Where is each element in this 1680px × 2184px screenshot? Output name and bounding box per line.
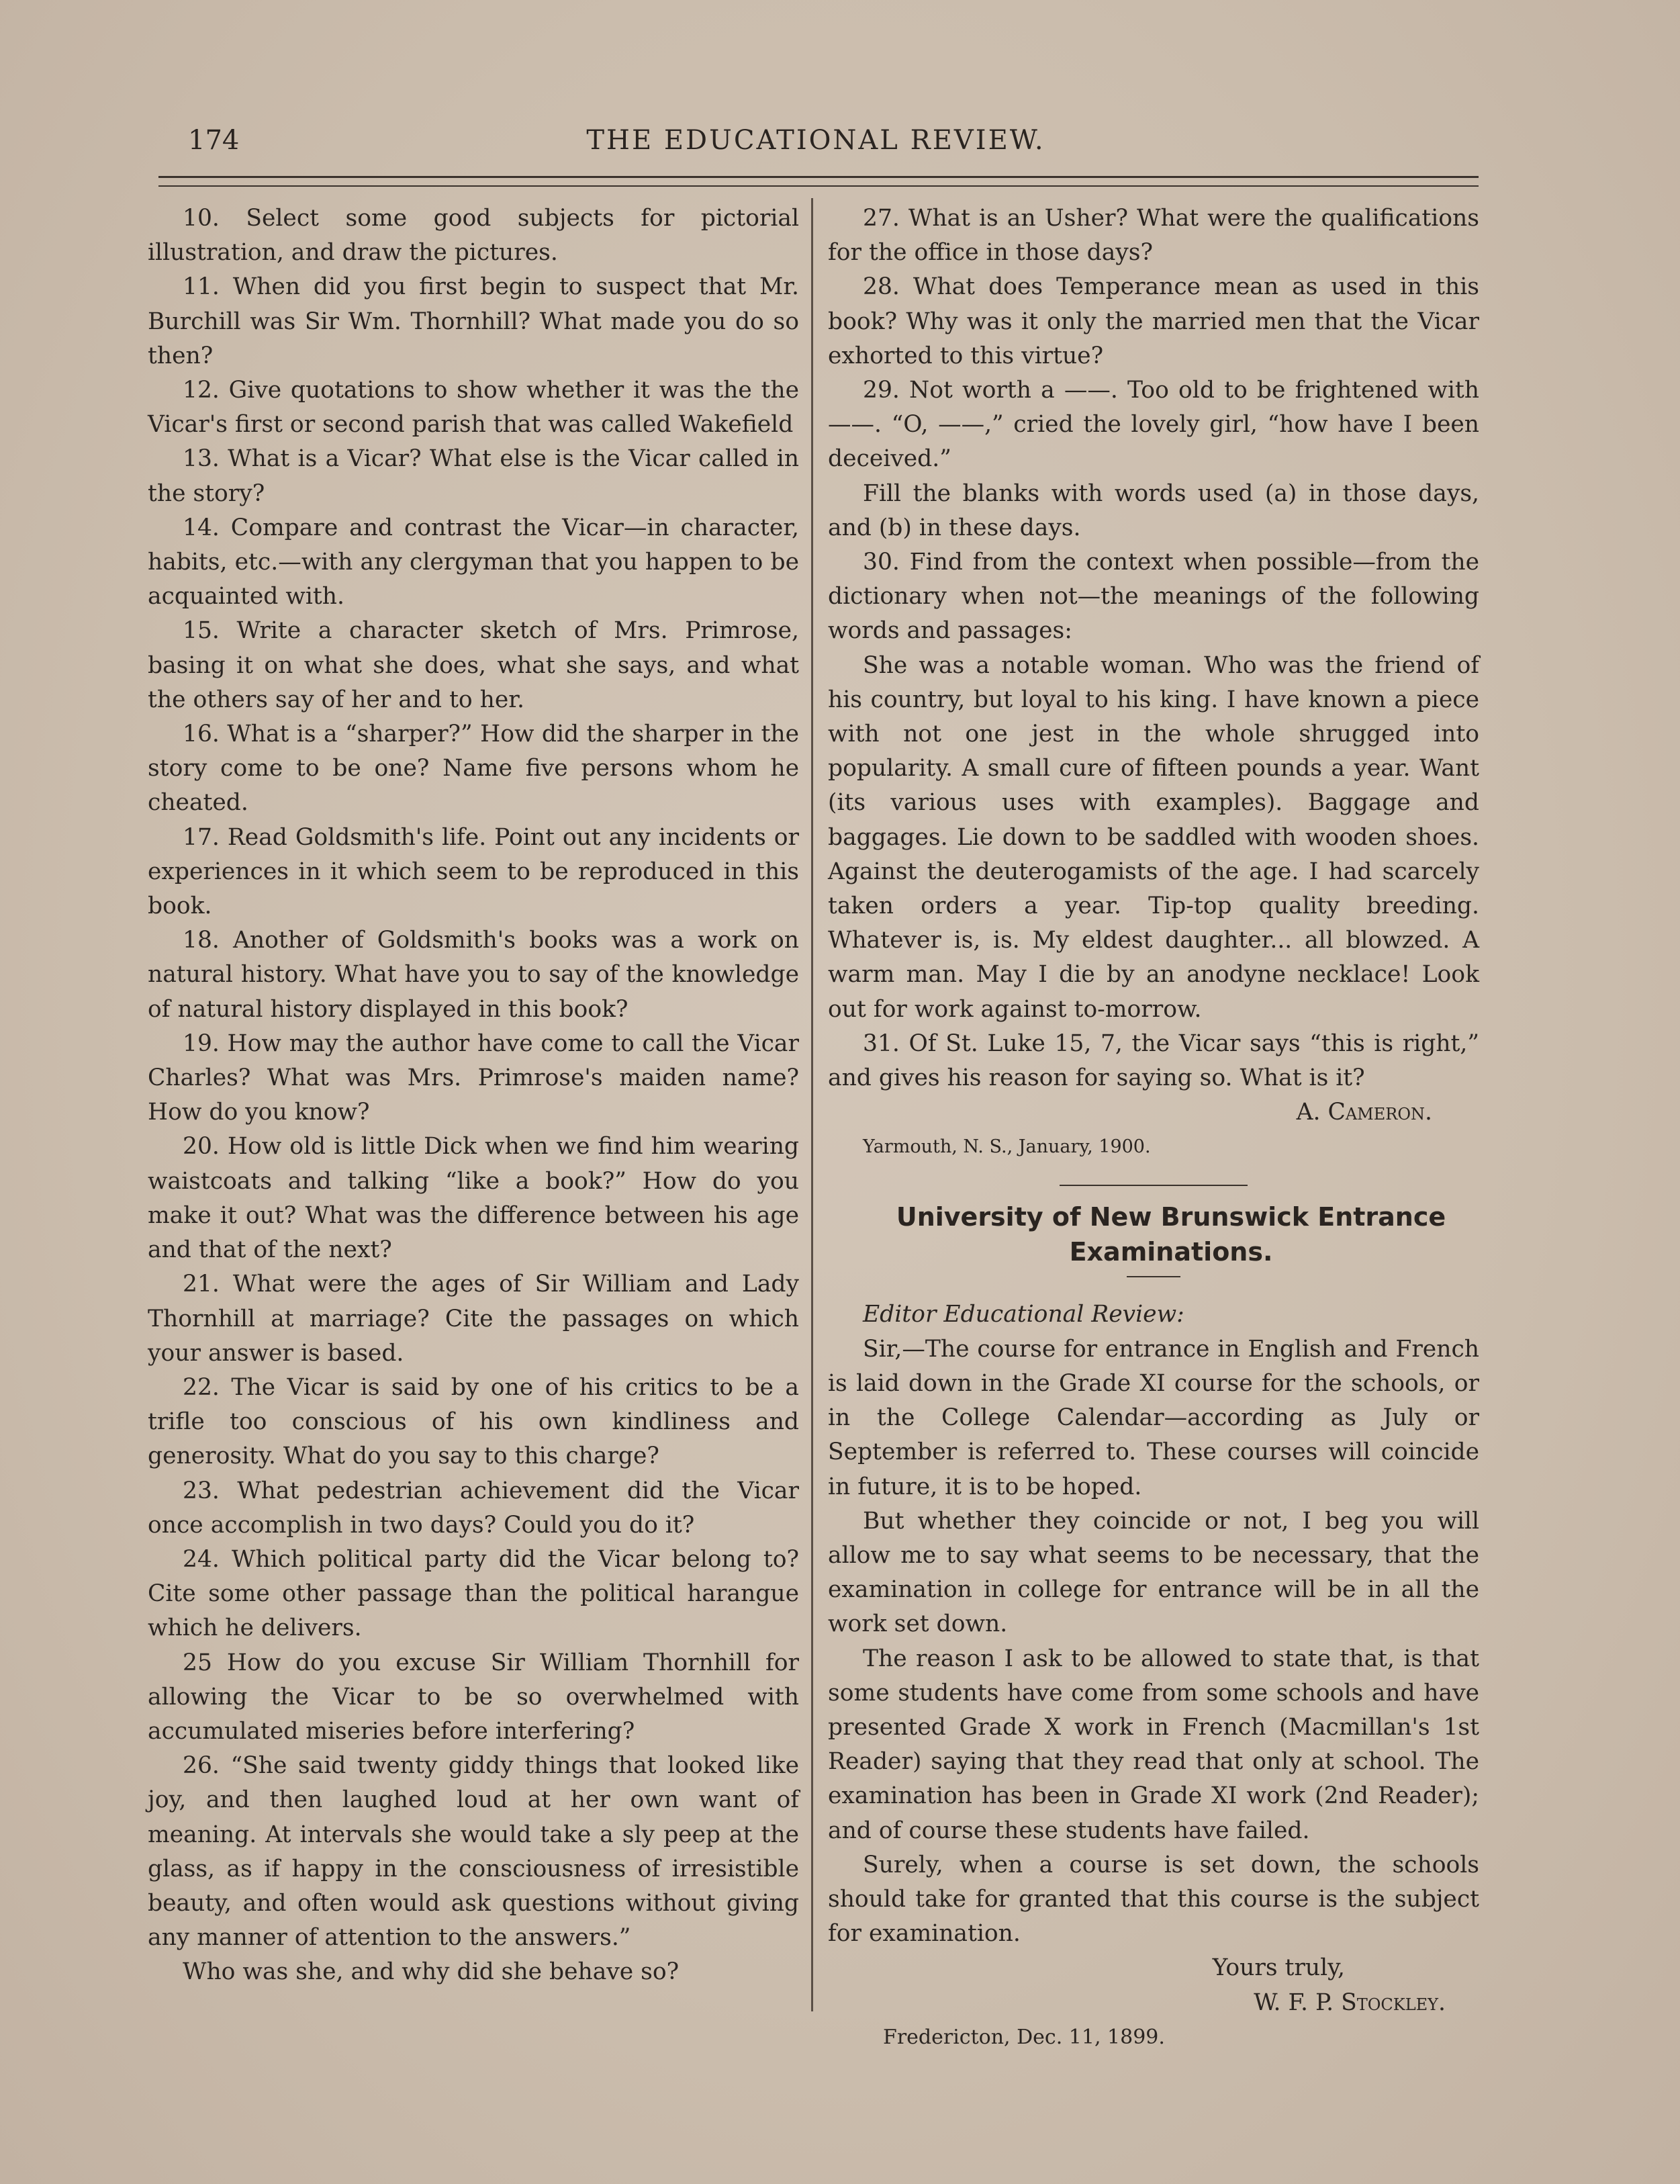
- section-separator: [1060, 1185, 1248, 1186]
- letter-signer: W. F. P. Stockley.: [1254, 1989, 1446, 2016]
- letter-paragraph: Sir,—The course for entrance in English and French is laid down in the Grade XI course for the schools, or in the College Calendar—according as July or September is referred to. These courses will coincide in future, it is to be hoped.: [828, 1335, 1479, 1500]
- question-23: 23. What pedestrian achievement did the Vicar once accomplish in two days? Could you do it?: [148, 1477, 799, 1539]
- question-12: 12. Give quotations to show whether it was the the Vicar's first or second parish that was called Wakefield: [148, 377, 799, 439]
- question-18: 18. Another of Goldsmith's books was a work on natural history. What have you to say of the knowledge of natural history displayed in this book?: [148, 927, 799, 1023]
- article-title-line2: Examinations.: [1069, 1237, 1273, 1267]
- question-13: 13. What is a Vicar? What else is the Vicar called in the story?: [148, 445, 799, 507]
- right-column: [828, 201, 1479, 2054]
- letter-place-date: Fredericton, Dec. 11, 1899.: [883, 2025, 1165, 2049]
- running-title: THE EDUCATIONAL REVIEW.: [586, 125, 1045, 156]
- salutation: Editor Educational Review:: [863, 1301, 1184, 1328]
- question-15: 15. Write a character sketch of Mrs. Primrose, basing it on what she does, what she says, and what the others say of her and to her.: [148, 617, 799, 713]
- question-19: 19. How may the author have come to call the Vicar Charles? What was Mrs. Primrose's maiden name? How do you know?: [148, 1030, 799, 1126]
- letter-paragraph: The reason I ask to be allowed to state that, is that some students have come from some schools and have presented Grade X work in French (Macmillan's 1st Reader) saying that they read that only at school. The examination has been in Grade XI work (2nd Reader); and of course these students have failed.: [828, 1645, 1479, 1844]
- question-26: 26. “She said twenty giddy things that looked like joy, and then laughed loud at her own want of meaning. At intervals she would take a sly peep at the glass, as if happy in the consciousness of irresistible beauty, and often would ask questions without giving any manner of attention to the answers.”: [148, 1752, 799, 1952]
- author-signature: A. Cameron.: [1296, 1099, 1432, 1126]
- question-25: 25 How do you excuse Sir William Thornhill for allowing the Vicar to be so overwhelmed with accumulated miseries before interfering?: [148, 1649, 799, 1745]
- question-21: 21. What were the ages of Sir William and Lady Thornhill at marriage? Cite the passages on which your answer is based.: [148, 1271, 799, 1367]
- header-rule: [158, 176, 1479, 178]
- question-29-instruction: Fill the blanks with words used (a) in those days, and (b) in these days.: [828, 480, 1479, 541]
- article-title-line1: University of New Brunswick Entrance: [896, 1202, 1446, 1232]
- question-30: 30. Find from the context when possible—from the dictionary when not—the meanings of the following words and passages:: [828, 549, 1479, 645]
- title-separator: [1127, 1276, 1180, 1277]
- question-27: 27. What is an Usher? What were the qualifications for the office in those days?: [828, 205, 1479, 267]
- question-29: 29. Not worth a ——. Too old to be frightened with ——. “O, ——,” cried the lovely girl, “how have I been deceived.”: [828, 377, 1479, 473]
- question-11: 11. When did you first begin to suspect that Mr. Burchill was Sir Wm. Thornhill? What made you do so then?: [148, 273, 799, 369]
- letter-paragraph: Surely, when a course is set down, the schools should take for granted that this course is the subject for examination.: [828, 1851, 1479, 1948]
- page-number: 174: [188, 125, 240, 156]
- left-column: [148, 201, 799, 1990]
- header-rule-thin: [158, 185, 1479, 187]
- question-26-followup: Who was she, and why did she behave so?: [183, 1958, 680, 1986]
- letter-closing: Yours truly,: [1212, 1954, 1345, 1982]
- question-24: 24. Which political party did the Vicar belong to? Cite some other passage than the political harangue which he delivers.: [148, 1545, 799, 1642]
- question-16: 16. What is a “sharper?” How did the sharper in the story come to be one? Name five persons whom he cheated.: [148, 721, 799, 817]
- page-header: [154, 118, 1477, 165]
- question-31: 31. Of St. Luke 15, 7, the Vicar says “this is right,” and gives his reason for saying so. What is it?: [828, 1030, 1479, 1092]
- question-28: 28. What does Temperance mean as used in this book? Why was it only the married men that the Vicar exhorted to this virtue?: [828, 273, 1479, 369]
- column-divider: [811, 198, 813, 2011]
- question-10: 10. Select some good subjects for pictorial illustration, and draw the pictures.: [148, 205, 799, 267]
- question-14: 14. Compare and contrast the Vicar—in character, habits, etc.—with any clergyman that you happen to be acquainted with.: [148, 514, 799, 610]
- question-22: 22. The Vicar is said by one of his critics to be a trifle too conscious of his own kindliness and generosity. What do you say to this charge?: [148, 1373, 799, 1470]
- dateline: Yarmouth, N. S., January, 1900.: [863, 1136, 1151, 1158]
- question-17: 17. Read Goldsmith's life. Point out any incidents or experiences in it which seem to be reproduced in this book.: [148, 823, 799, 920]
- letter-paragraph: But whether they coincide or not, I beg you will allow me to say what seems to be necessary, that the examination in college for entrance will be in all the work set down.: [828, 1507, 1479, 1638]
- question-30-passages: She was a notable woman. Who was the friend of his country, but loyal to his king. I have known a piece with not one jest in the whole shrugged into popularity. A small cure of fifteen pounds a year. Want (its various uses with examples). Baggage and baggages. Lie down to be saddled with wooden shoes. Against the deuterogamists of the age. I had scarcely taken orders a year. Tip-top quality breeding. Whatever is, is. My eldest daughter... all blowzed. A warm man. May I die by an anodyne necklace! Look out for work against to-morrow.: [828, 651, 1479, 1023]
- question-20: 20. How old is little Dick when we find him wearing waistcoats and talking “like a book?” How do you make it out? What was the difference between his age and that of the next?: [148, 1133, 799, 1264]
